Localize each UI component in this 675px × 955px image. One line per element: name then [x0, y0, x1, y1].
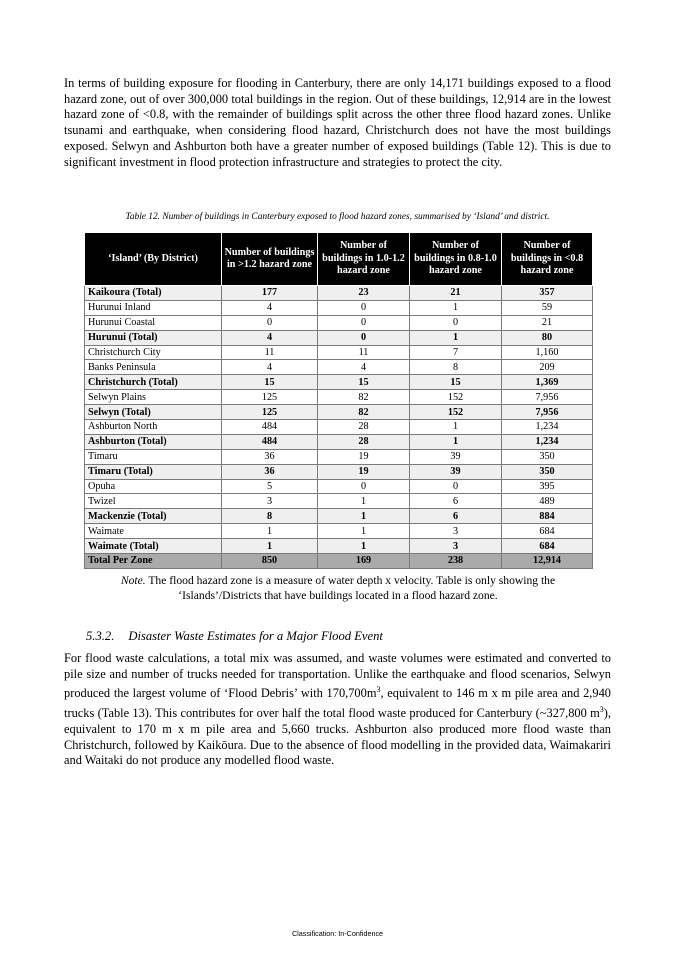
district-total-row: [85, 330, 593, 345]
note-label: Note.: [120, 574, 146, 587]
intro-paragraph: In terms of building exposure for flooding in Canterbury, there are only 14,171 buildings exposed to a flood hazard zone, out of over 300,000 total buildings in the region. Out of these buildings, 12,914 are in the lowest hazard zone of <0.8, with the remainder of buildings split across the other three flood hazard zones. Unlike tsunami and earthquake, when considering flood hazard, Christchurch does not have the most buildings exposed. Selwyn and Ashburton both have a greater number of exposed buildings (Table 12). This is due to significant investment in flood protection infrastructure and strategies to protect the city.: [64, 76, 611, 169]
count-cell: 28: [318, 434, 410, 449]
district-cell: Christchurch City: [85, 345, 222, 360]
district-cell: Ashburton (Total): [85, 434, 222, 449]
table-header-row: [85, 233, 593, 286]
note-text: The flood hazard zone is a measure of water depth x velocity. Table is only showing the ‘Islands’/Districts that have buildings located in a flood hazard zone.: [145, 574, 556, 602]
count-cell: 684: [502, 524, 593, 539]
table-row: [85, 300, 593, 315]
count-cell: 15: [318, 375, 410, 390]
count-cell: 8: [410, 360, 502, 375]
count-cell: 1,369: [502, 375, 593, 390]
header-over-1-2: Number of buildings in >1.2 hazard zone: [222, 233, 318, 286]
count-cell: 7,956: [502, 405, 593, 420]
header-0-8-to-1-0: Number of buildings in 0.8-1.0 hazard zone: [410, 233, 502, 286]
count-cell: 850: [222, 554, 318, 569]
district-cell: Selwyn (Total): [85, 405, 222, 420]
count-cell: 238: [410, 554, 502, 569]
paragraph-text-3: ), equivalent to 170 m x m pile area and 5,660 trucks. Ashburton also produced more flood waste than Christchurch, followed by Kaikōura. Due to the absence of flood modelling in the provided data, Waimakariri and Waitaki do not produce any modelled flood waste.: [64, 706, 611, 768]
count-cell: 23: [318, 286, 410, 301]
table-note: [84, 573, 592, 603]
count-cell: 1,160: [502, 345, 593, 360]
table-row: [85, 360, 593, 375]
count-cell: 80: [502, 330, 593, 345]
district-total-row: [85, 405, 593, 420]
count-cell: 1: [410, 434, 502, 449]
count-cell: 1: [318, 494, 410, 509]
count-cell: 1: [410, 420, 502, 435]
count-cell: 7,956: [502, 390, 593, 405]
district-cell: Banks Peninsula: [85, 360, 222, 375]
count-cell: 1: [410, 330, 502, 345]
table-row: [85, 390, 593, 405]
count-cell: 19: [318, 449, 410, 464]
count-cell: 19: [318, 464, 410, 479]
count-cell: 11: [318, 345, 410, 360]
classification-footer: Classification: In-Confidence: [291, 929, 384, 938]
district-total-row: [85, 286, 593, 301]
table-caption: Table 12. Number of buildings in Canterbury exposed to flood hazard zones, summarised by ‘Island’ and district.: [125, 212, 550, 222]
count-cell: 395: [502, 479, 593, 494]
district-cell: Twizel: [85, 494, 222, 509]
count-cell: 177: [222, 286, 318, 301]
district-cell: Ashburton North: [85, 420, 222, 435]
count-cell: 209: [502, 360, 593, 375]
district-cell: Opuha: [85, 479, 222, 494]
superscript-2: 3: [599, 705, 604, 715]
district-cell: Timaru (Total): [85, 464, 222, 479]
district-cell: Timaru: [85, 449, 222, 464]
table-row: [85, 345, 593, 360]
district-total-row: [85, 539, 593, 554]
count-cell: 3: [410, 524, 502, 539]
district-cell: Total Per Zone: [85, 554, 222, 569]
count-cell: 1: [318, 539, 410, 554]
count-cell: 4: [222, 330, 318, 345]
section-heading: [86, 629, 383, 644]
count-cell: 39: [410, 464, 502, 479]
count-cell: 1: [222, 539, 318, 554]
count-cell: 0: [222, 315, 318, 330]
count-cell: 125: [222, 390, 318, 405]
district-cell: Kaikoura (Total): [85, 286, 222, 301]
count-cell: 152: [410, 405, 502, 420]
district-cell: Hurunui (Total): [85, 330, 222, 345]
count-cell: 36: [222, 449, 318, 464]
total-row: [85, 554, 593, 569]
count-cell: 28: [318, 420, 410, 435]
count-cell: 12,914: [502, 554, 593, 569]
count-cell: 21: [502, 315, 593, 330]
count-cell: 4: [222, 360, 318, 375]
count-cell: 3: [410, 539, 502, 554]
count-cell: 350: [502, 464, 593, 479]
count-cell: 21: [410, 286, 502, 301]
header-under-0-8: Number of buildings in <0.8 hazard zone: [502, 233, 593, 286]
count-cell: 4: [222, 300, 318, 315]
count-cell: 0: [318, 330, 410, 345]
district-cell: Selwyn Plains: [85, 390, 222, 405]
count-cell: 5: [222, 479, 318, 494]
header-district: ‘Island’ (By District): [85, 233, 222, 286]
count-cell: 357: [502, 286, 593, 301]
district-cell: Christchurch (Total): [85, 375, 222, 390]
table-row: [85, 479, 593, 494]
district-cell: Waimate (Total): [85, 539, 222, 554]
count-cell: 0: [318, 479, 410, 494]
district-cell: Waimate: [85, 524, 222, 539]
district-total-row: [85, 509, 593, 524]
count-cell: 59: [502, 300, 593, 315]
table-row: [85, 524, 593, 539]
table-row: [85, 420, 593, 435]
count-cell: 489: [502, 494, 593, 509]
count-cell: 152: [410, 390, 502, 405]
count-cell: 1: [410, 300, 502, 315]
count-cell: 125: [222, 405, 318, 420]
count-cell: 1: [222, 524, 318, 539]
count-cell: 0: [410, 315, 502, 330]
count-cell: 684: [502, 539, 593, 554]
paragraph-text-1: For flood waste calculations, a total mix was assumed, and waste volumes were estimated and converted to pile size and number of trucks needed for transportation. Unlike the earthquake and flood scenarios, Selwyn produced the largest volume of ‘Flood Debris’ with 170,700m: [64, 651, 611, 701]
count-cell: 39: [410, 449, 502, 464]
count-cell: 1: [318, 509, 410, 524]
flood-waste-paragraph: [64, 651, 611, 769]
count-cell: 0: [410, 479, 502, 494]
count-cell: 1,234: [502, 420, 593, 435]
count-cell: 36: [222, 464, 318, 479]
count-cell: 15: [410, 375, 502, 390]
header-1-0-to-1-2: Number of buildings in 1.0-1.2 hazard zone: [318, 233, 410, 286]
count-cell: 484: [222, 420, 318, 435]
count-cell: 82: [318, 390, 410, 405]
count-cell: 484: [222, 434, 318, 449]
count-cell: 6: [410, 494, 502, 509]
count-cell: 0: [318, 300, 410, 315]
table-row: [85, 494, 593, 509]
count-cell: 11: [222, 345, 318, 360]
table-row: [85, 315, 593, 330]
count-cell: 3: [222, 494, 318, 509]
count-cell: 169: [318, 554, 410, 569]
superscript-1: 3: [376, 685, 381, 695]
count-cell: 7: [410, 345, 502, 360]
count-cell: 8: [222, 509, 318, 524]
count-cell: 0: [318, 315, 410, 330]
district-total-row: [85, 434, 593, 449]
count-cell: 15: [222, 375, 318, 390]
flood-exposure-table: [84, 232, 593, 569]
count-cell: 1,234: [502, 434, 593, 449]
section-number: 5.3.2.: [86, 629, 115, 643]
paragraph-text-2: , equivalent to 146 m x m pile area and 2,940 trucks (Table 13). This contributes for over half the total flood waste produced for Canterbury (~327,800 m: [64, 686, 611, 721]
count-cell: 82: [318, 405, 410, 420]
district-cell: Hurunui Inland: [85, 300, 222, 315]
section-title: Disaster Waste Estimates for a Major Flood Event: [128, 629, 383, 643]
district-cell: Mackenzie (Total): [85, 509, 222, 524]
table-body: [85, 286, 593, 569]
district-total-row: [85, 464, 593, 479]
table-row: [85, 449, 593, 464]
count-cell: 1: [318, 524, 410, 539]
district-cell: Hurunui Coastal: [85, 315, 222, 330]
count-cell: 6: [410, 509, 502, 524]
count-cell: 350: [502, 449, 593, 464]
count-cell: 884: [502, 509, 593, 524]
district-total-row: [85, 375, 593, 390]
count-cell: 4: [318, 360, 410, 375]
